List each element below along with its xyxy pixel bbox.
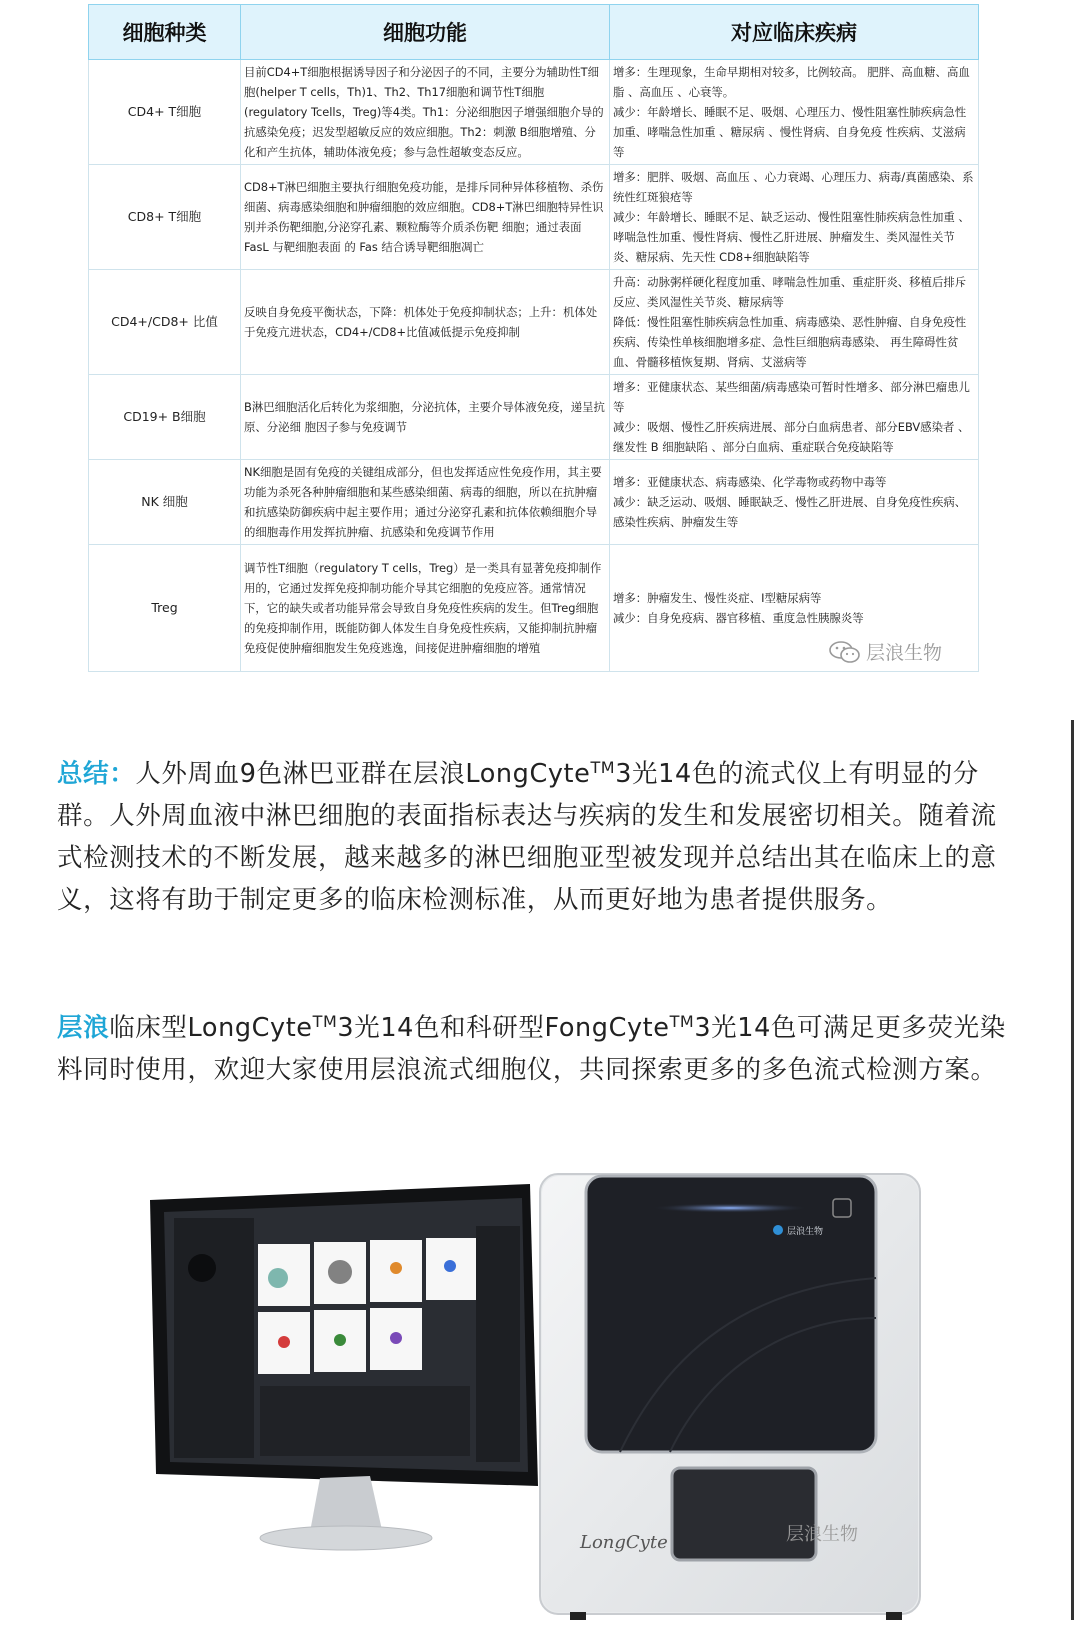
cell-function: B淋巴细胞活化后转化为浆细胞，分泌抗体，主要介导体液免疫，递呈抗原、分泌细 胞因子参与免疫调节 (241, 375, 610, 460)
table-watermark (828, 638, 942, 665)
cell-type: CD4+ T细胞 (89, 60, 241, 165)
cell-disease: 升高：动脉粥样硬化程度加重、哮喘急性加重、重症肝炎、移植后排斥反应、类风湿性关节炎、糖尿病等 降低：慢性阻塞性肺疾病急性加重、病毒感染、恶性肿瘤、自身免疫性疾病、传染性单核细胞增多症、急性巨细胞病毒感染、 再生障碍性贫血、骨髓移植恢复期、肾病、艾滋病等 (610, 270, 979, 375)
table-row (89, 375, 979, 460)
promo-part2: 3光14色和科研型FongCyte (337, 1013, 670, 1043)
cell-function: CD8+T淋巴细胞主要执行细胞免疫功能，是排斥同种异体移植物、杀伤细菌、病毒感染细胞和肿瘤细胞的效应细胞。CD8+T淋巴细胞特异性识别并杀伤靶细胞,分泌穿孔素、颗粒酶等介质杀伤靶 细胞；通过表面 FasL 与靶细胞表面 的 Fas 结合诱导靶细胞凋亡 (241, 165, 610, 270)
header-clinical-disease: 对应临床疾病 (610, 5, 979, 60)
brand-label: 层浪 (57, 1013, 110, 1043)
table-row (89, 165, 979, 270)
cell-function: NK细胞是固有免疫的关键组成部分，但也发挥适应性免疫作用，其主要功能为杀死各种肿瘤细胞和某些感染细菌、病毒的细胞，所以在抗肿瘤和抗感染防御疾病中起主要作用；通过分泌穿孔素和抗体依赖细胞介导的细胞毒作用发挥抗肿瘤、抗感染和免疫调节作用 (241, 460, 610, 545)
cell-type: Treg (89, 545, 241, 672)
device-brand: 层浪生物 (787, 1227, 824, 1237)
cell-function: 调节性T细胞（regulatory T cells，Treg）是一类具有显著免疫抑制作用的，它通过发挥免疫抑制功能介导其它细胞的免疫应答。通常情况下，它的缺失或者功能异常会导致自身免疫性疾病的发生。但Treg细胞的免疫抑制作用，既能防御人体发生自身免疫性疾病，又能抑制抗肿瘤免疫促使肿瘤细胞发生免疫逃逸，间接促进肿瘤细胞的增殖 (241, 545, 610, 672)
trademark-mark: TM (312, 1012, 338, 1031)
cell-type: NK 细胞 (89, 460, 241, 545)
cell-disease: 增多：生理现象，生命早期相对较多，比例较高。 肥胖、高血糖、高血脂 、高血压 、心衰等。 减少：年龄增长、睡眠不足、吸烟、心理压力、慢性阻塞性肺疾病急性加重、哮喘急性加重 、糖尿病 、慢性肾病、自身免疫 性疾病、艾滋病等 (610, 60, 979, 165)
header-cell-function: 细胞功能 (241, 5, 610, 60)
summary-paragraph (57, 753, 1007, 921)
cell-type: CD4+/CD8+ 比值 (89, 270, 241, 375)
watermark-text: 层浪生物 (866, 642, 943, 664)
table-row (89, 60, 979, 165)
promo-part3: 3光14色可满足更多荧光染料同时使用，欢迎大家使用层浪流式细胞仪，共同探索更多的多色流式检测方案。 (57, 1013, 1006, 1085)
trademark-mark: TM (590, 758, 616, 777)
cell-type: CD8+ T细胞 (89, 165, 241, 270)
image-watermark: 层浪生物 (786, 1524, 858, 1545)
summary-text-before: 人外周血9色淋巴亚群在层浪LongCyte (135, 759, 591, 789)
table-header-row (89, 5, 979, 60)
instrument-and-monitor-image (150, 1168, 930, 1633)
cell-disease: 增多：肥胖、吸烟、高血压 、心力衰竭、心理压力、病毒/真菌感染、系统性红斑狼疮等 减少：年龄增长、睡眠不足、缺乏运动、慢性阻塞性肺疾病急性加重 、哮喘急性加重、慢性肾病、慢性乙肝进展、肿瘤发生、类风湿性关节炎、糖尿病、先天性 CD8+细胞缺陷等 (610, 165, 979, 270)
cell-disease: 增多：亚健康状态、病毒感染、化学毒物或药物中毒等 减少：缺乏运动、吸烟、睡眠缺乏、慢性乙肝进展、自身免疫性疾病、感染性疾病、肿瘤发生等 (610, 460, 979, 545)
brand-logo-icon (773, 1225, 783, 1235)
summary-label: 总结： (57, 759, 136, 789)
cell-disease: 增多：亚健康状态、某些细菌/病毒感染可暂时性增多、部分淋巴瘤患儿等 减少：吸烟、慢性乙肝疾病进展、部分白血病患者、部分EBV感染者 、继发性 B 细胞缺陷 、部分白血病、重症联合免疫缺陷等 (610, 375, 979, 460)
summary-text-after: 3光14色的流式仪上有明显的分群。人外周血液中淋巴细胞的表面指标表达与疾病的发生和发展密切相关。随着流式检测技术的不断发展，越来越多的淋巴细胞亚型被发现并总结出其在临床上的意义，这将有助于制定更多的临床检测标准，从而更好地为患者提供服务。 (57, 759, 997, 915)
table-row (89, 460, 979, 545)
cell-disease: 增多：肿瘤发生、慢性炎症、I型糖尿病等 减少：自身免疫病、器官移植、重度急性胰腺炎等 (610, 545, 979, 672)
lymphocyte-table (88, 4, 978, 672)
header-cell-type: 细胞种类 (89, 5, 241, 60)
promo-part1: 临床型LongCyte (109, 1013, 313, 1043)
trademark-mark: TM (669, 1012, 695, 1031)
cell-type: CD19+ B细胞 (89, 375, 241, 460)
table-row (89, 270, 979, 375)
cell-function: 反映自身免疫平衡状态，下降：机体处于免疫抑制状态；上升：机体处于免疫亢进状态，CD4+/CD8+比值减低提示免疫抑制 (241, 270, 610, 375)
cell-function: 目前CD4+T细胞根据诱导因子和分泌因子的不同，主要分为辅助性T细胞(helper T cells，Th)1、Th2、Th17细胞和调节性T细胞(regulatory Tcells，Treg)等4类。Th1：分泌细胞因子增强细胞介导的抗感染免疫；迟发型超敏反应的效应细胞。Th2：刺激 B细胞增殖、分化和产生抗体，辅助体液免疫；参与急性超敏变态反应。 (241, 60, 610, 165)
device-name: LongCyte (580, 1532, 668, 1553)
wechat-icon (828, 640, 862, 664)
promo-paragraph (57, 1007, 1007, 1091)
product-illustration (150, 1168, 930, 1633)
